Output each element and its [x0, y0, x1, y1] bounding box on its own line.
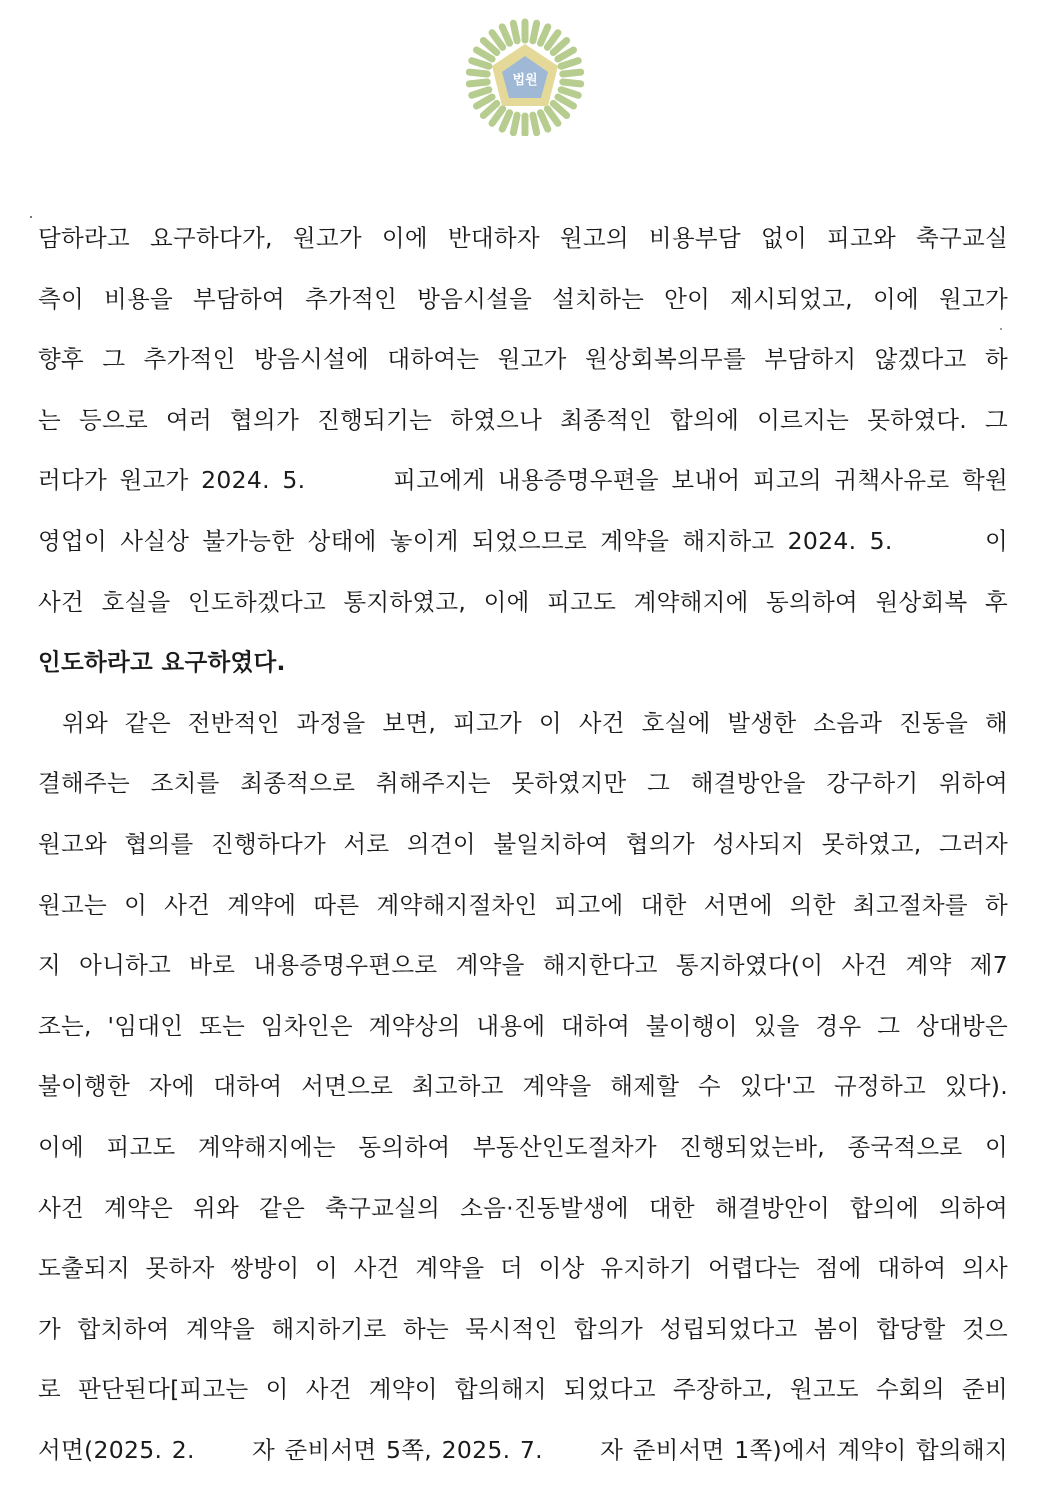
emblem-petal: [540, 113, 547, 129]
text-line: 사건 계약은 위와 같은 축구교실의 소음·진동발생에 대한 해결방안이 합의에 의하여: [38, 1193, 1008, 1222]
emblem-petal: [547, 33, 558, 48]
emblem-petal: [477, 50, 493, 59]
text-line: 도출되지 못하자 쌍방이 이 사건 계약을 더 이상 유지하기 어렵다는 점에 대하여 의사: [38, 1254, 1008, 1283]
court-emblem-logo: [466, 18, 584, 136]
emblem-petal: [558, 50, 574, 59]
emblem-petal: [533, 23, 537, 41]
emblem-petal: [492, 109, 503, 124]
text-line: 사건 호실을 인도하겠다고 통지하였고, 이에 피고도 계약해지에 동의하여 원상회복 후: [38, 587, 1008, 616]
text-line: 원고는 이 사건 계약에 따른 계약해지절차인 피고에 대한 서면에 의한 최고절차를 하: [38, 890, 1008, 919]
text-line: 결해주는 조치를 최종적으로 취해주지는 못하였지만 그 해결방안을 강구하기 위하여: [38, 769, 1008, 798]
emblem-petal: [547, 109, 558, 124]
emblem-petal: [513, 23, 517, 41]
text-line: 는 등으로 여러 협의가 진행되기는 하였으나 최종적인 합의에 이르지는 못하였다. 그: [38, 405, 1008, 434]
text-line: 향후 그 추가적인 방음시설에 대하여는 원고가 원상회복의무를 부담하지 않겠다고 하: [38, 345, 1008, 374]
emblem-petal: [561, 90, 578, 96]
emblem-petal: [553, 103, 566, 115]
text-line: 서면(2025. 2. 자 준비서면 5쪽, 2025. 7. 자 준비서면 1쪽)에서 계약이 합의해지: [38, 1435, 1008, 1464]
text-line: 원고와 협의를 진행하다가 서로 의견이 불일치하여 협의가 성사되지 못하였고, 그러자: [38, 829, 1008, 858]
emblem-petal: [469, 82, 487, 84]
emblem-petal: [502, 113, 509, 129]
emblem-petal: [513, 115, 517, 133]
text-line: 이에 피고도 계약해지에는 동의하여 부동산인도절차가 진행되었는바, 종국적으로 이: [38, 1132, 1008, 1161]
emblem-petal: [553, 41, 566, 53]
scan-mark: [30, 216, 32, 218]
emblem-petal: [469, 72, 487, 74]
emblem-petal: [563, 82, 581, 84]
text-line: 영업이 사실상 불가능한 상태에 놓이게 되었으므로 계약을 해지하고 2024. 5. 이: [38, 526, 1008, 555]
emblem-petal: [563, 72, 581, 74]
emblem-petal: [472, 90, 489, 96]
emblem-petal: [483, 103, 496, 115]
emblem-petal: [492, 33, 503, 48]
text-line: 측이 비용을 부담하여 추가적인 방음시설을 설치하는 안이 제시되었고, 이에 원고가: [38, 284, 1008, 313]
emblem-petal: [472, 61, 489, 67]
paragraph-1: [38, 214, 1008, 699]
text-line: 로 판단된다[피고는 이 사건 계약이 합의해지 되었다고 주장하고, 원고도 수회의 준비: [38, 1375, 1008, 1404]
emblem-petal: [561, 61, 578, 67]
text-line: 러다가 원고가 2024. 5. 피고에게 내용증명우편을 보내어 피고의 귀책사유로 학원: [38, 466, 1008, 495]
emblem-petal: [540, 27, 547, 43]
emblem-petal: [533, 115, 537, 133]
text-line: 위와 같은 전반적인 과정을 보면, 피고가 이 사건 호실에 발생한 소음과 진동을 해: [62, 708, 1008, 737]
emblem-petal: [483, 41, 496, 53]
text-line: 가 합치하여 계약을 해지하기로 하는 묵시적인 합의가 성립되었다고 봄이 합당할 것으: [38, 1314, 1008, 1343]
paragraph-2: [38, 699, 1008, 1487]
text-line: 조는, '임대인 또는 임차인은 계약상의 내용에 대하여 불이행이 있을 경우 그 상대방은: [38, 1011, 1008, 1040]
text-line: 불이행한 자에 대하여 서면으로 최고하고 계약을 해제할 수 있다'고 규정하고 있다).: [38, 1072, 1008, 1101]
text-line: 담하라고 요구하다가, 원고가 이에 반대하자 원고의 비용부담 없이 피고와 축구교실: [38, 224, 1008, 252]
emblem-text: 법원: [512, 73, 538, 88]
text-line: 지 아니하고 바로 내용증명우편으로 계약을 해지한다고 통지하였다(이 사건 계약 제7: [38, 951, 1008, 980]
document-body: [38, 214, 1008, 1486]
emblem-petal: [502, 27, 509, 43]
text-line: 인도하라고 요구하였다.: [38, 648, 286, 677]
emblem-petal: [558, 97, 574, 106]
emblem-petal: [477, 97, 493, 106]
